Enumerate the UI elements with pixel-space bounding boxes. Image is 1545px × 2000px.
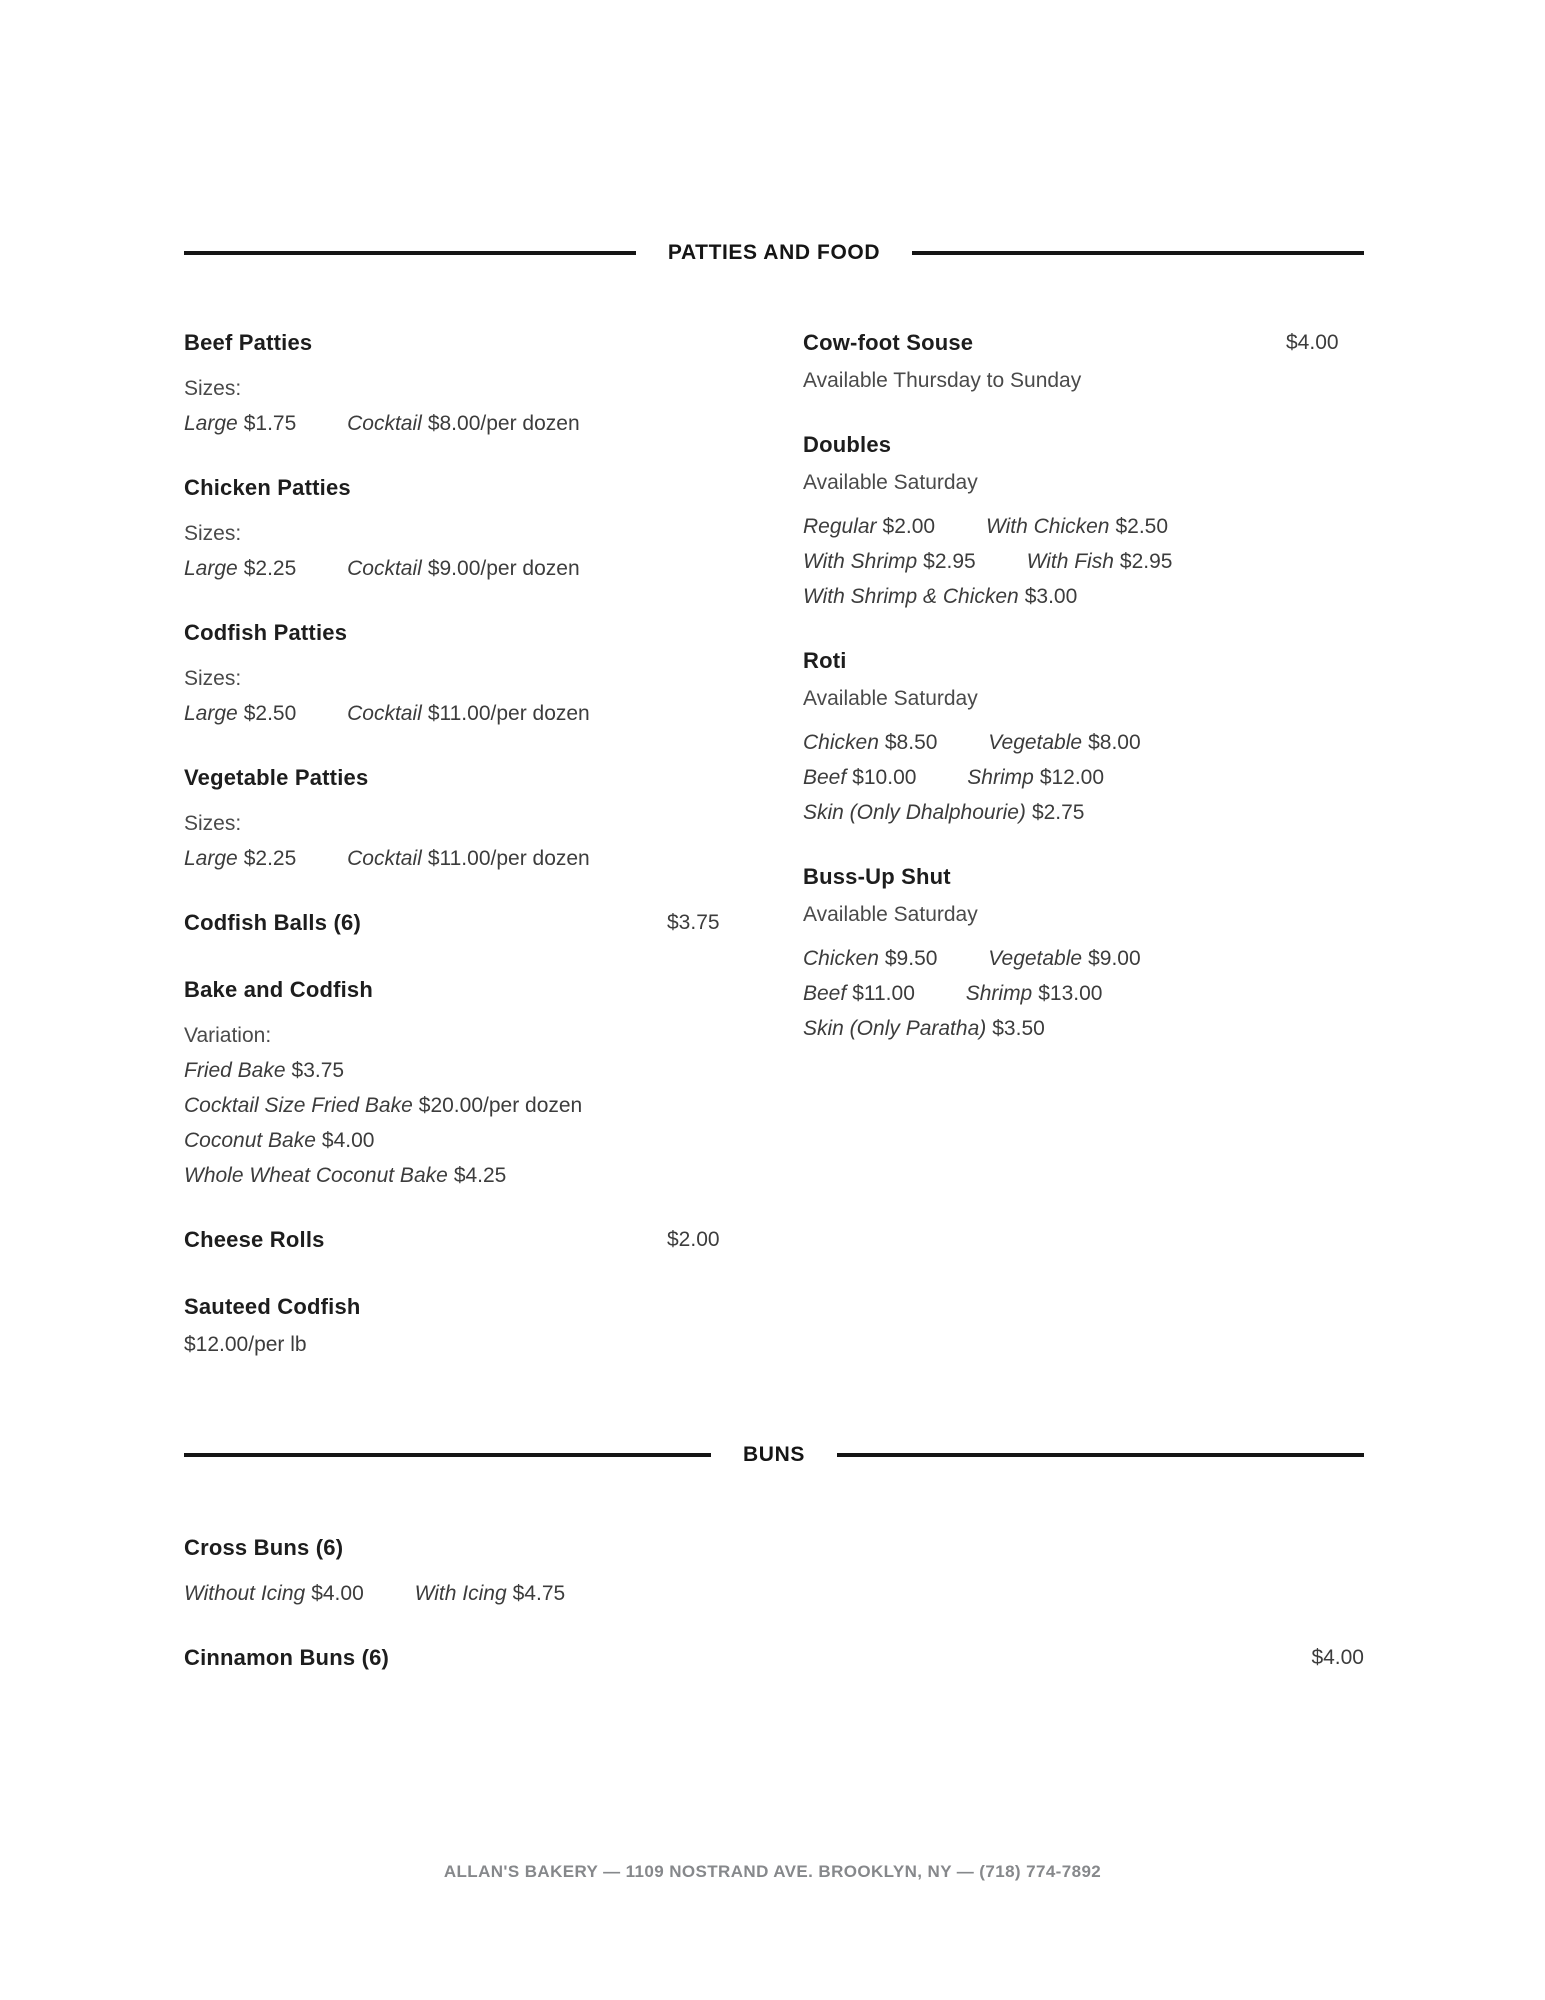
item-name: Cow-foot Souse xyxy=(803,330,974,355)
variant-price: $11.00 xyxy=(852,982,915,1005)
variant-row xyxy=(803,795,1364,830)
footer-text: ALLAN'S BAKERY — 1109 NOSTRAND AVE. BROOKLYN, NY — (718) 774-7892 xyxy=(443,1862,1102,1881)
variant-pair xyxy=(184,1582,364,1605)
variant-label: Whole Wheat Coconut Bake xyxy=(184,1164,448,1187)
variant-group xyxy=(803,725,1364,830)
variant-price: $1.75 xyxy=(243,412,297,435)
variant-price: $8.50 xyxy=(884,731,938,754)
variant-pair xyxy=(184,847,296,870)
variant-label: Cocktail xyxy=(347,557,422,580)
variant-row xyxy=(803,941,1364,976)
variant-label: Without Icing xyxy=(184,1582,306,1605)
variant-row xyxy=(184,841,745,876)
variant-pair xyxy=(347,412,580,435)
variant-price: $4.25 xyxy=(453,1164,507,1187)
variant-heading: Variation: xyxy=(184,1024,272,1047)
variant-pair xyxy=(1027,550,1173,573)
variant-row xyxy=(803,579,1364,614)
variant-price: $2.95 xyxy=(1119,550,1173,573)
variant-label: Fried Bake xyxy=(184,1059,286,1082)
variant-label: Large xyxy=(184,412,238,435)
item-price: $12.00/per lb xyxy=(184,1333,307,1356)
section-title: BUNS xyxy=(743,1443,805,1466)
variant-label: Vegetable xyxy=(988,947,1083,970)
variant-pair xyxy=(966,982,1103,1005)
variant-label: Cocktail Size Fried Bake xyxy=(184,1094,413,1117)
variant-pair xyxy=(184,1059,344,1082)
variant-price: $9.50 xyxy=(884,947,938,970)
menu-item-codfish-balls xyxy=(184,905,745,943)
buns-items xyxy=(184,1530,1364,1675)
variant-row xyxy=(184,1576,1364,1611)
variant-price: $3.00 xyxy=(1024,585,1078,608)
section-rule-right xyxy=(837,1453,1364,1457)
variant-row xyxy=(803,976,1364,1011)
menu-item-doubles xyxy=(803,427,1364,614)
variant-label: Beef xyxy=(803,982,847,1005)
variant-label: With Icing xyxy=(414,1582,507,1605)
variant-row xyxy=(184,696,745,731)
section-header-patties xyxy=(184,241,1364,265)
variant-group xyxy=(184,841,745,876)
variant-price: $2.00 xyxy=(882,515,936,538)
variant-pair xyxy=(347,557,580,580)
variant-row xyxy=(803,725,1364,760)
variant-label: Regular xyxy=(803,515,877,538)
variant-price: $4.75 xyxy=(512,1582,566,1605)
menu-item-roti xyxy=(803,643,1364,830)
variant-pair xyxy=(184,412,296,435)
variant-pair xyxy=(803,515,935,538)
availability-note: Available Thursday to Sunday xyxy=(803,369,1082,392)
item-name: Cinnamon Buns (6) xyxy=(184,1645,390,1670)
variant-group xyxy=(184,1053,745,1193)
variant-label: Large xyxy=(184,557,238,580)
variant-row xyxy=(184,1327,745,1362)
variant-group xyxy=(184,1576,1364,1611)
variant-label: Shrimp xyxy=(967,766,1034,789)
menu-item-cinnamon-buns xyxy=(184,1640,1364,1675)
variant-pair xyxy=(184,1164,506,1187)
menu-item-beef-patties xyxy=(184,325,745,441)
variant-pair xyxy=(415,1582,566,1605)
variant-label: Beef xyxy=(803,766,847,789)
variant-label: With Shrimp xyxy=(803,550,918,573)
variant-pair xyxy=(184,557,296,580)
variant-pair xyxy=(803,550,976,573)
item-name: Chicken Patties xyxy=(184,475,351,500)
variant-price: $9.00/per dozen xyxy=(427,557,580,580)
item-name: Codfish Balls (6) xyxy=(184,910,361,935)
variant-pair xyxy=(347,847,590,870)
variant-pair xyxy=(988,947,1140,970)
variant-price: $2.25 xyxy=(243,557,297,580)
variant-row xyxy=(184,1158,745,1193)
variant-label: With Chicken xyxy=(985,515,1110,538)
item-name: Roti xyxy=(803,648,847,673)
item-name: Beef Patties xyxy=(184,330,313,355)
menu-item-vegetable-patties xyxy=(184,760,745,876)
variant-row xyxy=(803,760,1364,795)
variant-row xyxy=(184,1088,745,1123)
variant-pair xyxy=(803,982,915,1005)
variant-pair xyxy=(803,801,1085,824)
availability-note: Available Saturday xyxy=(803,687,978,710)
menu-item-cross-buns xyxy=(184,1530,1364,1611)
variant-pair xyxy=(803,585,1077,608)
menu-item-cow-foot-souse xyxy=(803,325,1364,398)
variant-price: $4.00 xyxy=(311,1582,364,1605)
variant-price: $2.50 xyxy=(243,702,297,725)
variant-label: Coconut Bake xyxy=(184,1129,316,1152)
variant-label: Large xyxy=(184,847,238,870)
variant-price: $8.00/per dozen xyxy=(427,412,580,435)
availability-note: Available Saturday xyxy=(803,471,978,494)
variant-heading: Sizes: xyxy=(184,522,242,545)
section-title: PATTIES AND FOOD xyxy=(667,241,881,264)
variant-pair xyxy=(347,702,590,725)
item-name: Buss-Up Shut xyxy=(803,864,951,889)
variant-pair xyxy=(803,1017,1045,1040)
variant-label: Large xyxy=(184,702,238,725)
variant-row xyxy=(184,1123,745,1158)
variant-price: $9.00 xyxy=(1088,947,1141,970)
variant-row xyxy=(803,544,1364,579)
variant-price: $10.00 xyxy=(852,766,917,789)
variant-price: $11.00/per dozen xyxy=(427,702,590,725)
section-rule-right xyxy=(912,251,1364,255)
variant-label: Chicken xyxy=(803,947,879,970)
variant-pair xyxy=(967,766,1104,789)
variant-pair xyxy=(803,766,916,789)
variant-price: $3.50 xyxy=(992,1017,1045,1040)
item-price: $4.00 xyxy=(1286,331,1339,354)
variant-row xyxy=(184,406,745,441)
menu-item-cheese-rolls xyxy=(184,1222,745,1260)
variant-label: Skin (Only Paratha) xyxy=(803,1017,987,1040)
menu-page xyxy=(184,241,1364,1704)
menu-item-buss-up-shut xyxy=(803,859,1364,1046)
variant-label: With Shrimp & Chicken xyxy=(803,585,1019,608)
variant-label: Cocktail xyxy=(347,847,422,870)
menu-item-codfish-patties xyxy=(184,615,745,731)
section-rule-left xyxy=(184,1453,711,1457)
column-right xyxy=(803,325,1364,1391)
variant-label: Cocktail xyxy=(347,702,422,725)
variant-label: Shrimp xyxy=(965,982,1033,1005)
variant-price: $4.00 xyxy=(321,1129,375,1152)
variant-label: Skin (Only Dhalphourie) xyxy=(803,801,1026,824)
variant-pair xyxy=(986,515,1168,538)
variant-price: $11.00/per dozen xyxy=(427,847,590,870)
variant-group xyxy=(184,696,745,731)
item-price: $3.75 xyxy=(667,911,720,934)
variant-label: With Fish xyxy=(1026,550,1114,573)
variant-price: $12.00 xyxy=(1039,766,1105,789)
item-name: Sauteed Codfish xyxy=(184,1294,361,1319)
section-header-buns xyxy=(184,1443,1364,1467)
menu-item-bake-and-codfish xyxy=(184,972,745,1193)
menu-columns xyxy=(184,325,1364,1391)
variant-pair xyxy=(184,1094,582,1117)
menu-item-chicken-patties xyxy=(184,470,745,586)
variant-pair xyxy=(184,702,296,725)
variant-heading: Sizes: xyxy=(184,667,242,690)
item-name: Vegetable Patties xyxy=(184,765,369,790)
variant-heading: Sizes: xyxy=(184,812,242,835)
variant-label: Vegetable xyxy=(988,731,1083,754)
variant-price: $3.75 xyxy=(291,1059,345,1082)
variant-row xyxy=(803,1011,1364,1046)
variant-price: $2.50 xyxy=(1115,515,1169,538)
variant-group xyxy=(184,406,745,441)
variant-label: Chicken xyxy=(803,731,879,754)
variant-price: $2.75 xyxy=(1031,801,1085,824)
item-price: $4.00 xyxy=(1311,1646,1364,1669)
section-rule-left xyxy=(184,251,636,255)
variant-price: $2.95 xyxy=(923,550,976,573)
item-name: Cross Buns (6) xyxy=(184,1535,344,1560)
column-left xyxy=(184,325,745,1391)
item-name: Bake and Codfish xyxy=(184,977,374,1002)
variant-price: $13.00 xyxy=(1038,982,1103,1005)
variant-price: $2.25 xyxy=(243,847,297,870)
variant-group xyxy=(803,941,1364,1046)
menu-item-sauteed-codfish xyxy=(184,1289,745,1362)
item-price: $2.00 xyxy=(667,1228,720,1251)
item-name: Cheese Rolls xyxy=(184,1227,325,1252)
variant-group xyxy=(803,509,1364,614)
variant-row xyxy=(803,509,1364,544)
variant-row xyxy=(184,551,745,586)
variant-pair xyxy=(988,731,1140,754)
variant-label: Cocktail xyxy=(347,412,422,435)
variant-group xyxy=(184,1327,745,1362)
item-name: Codfish Patties xyxy=(184,620,348,645)
variant-group xyxy=(184,551,745,586)
variant-pair xyxy=(803,947,937,970)
variant-price: $20.00/per dozen xyxy=(418,1094,583,1117)
variant-price: $8.00 xyxy=(1088,731,1141,754)
availability-note: Available Saturday xyxy=(803,903,978,926)
variant-row xyxy=(184,1053,745,1088)
variant-pair xyxy=(803,731,937,754)
item-name: Doubles xyxy=(803,432,892,457)
variant-pair xyxy=(184,1129,374,1152)
variant-heading: Sizes: xyxy=(184,377,242,400)
